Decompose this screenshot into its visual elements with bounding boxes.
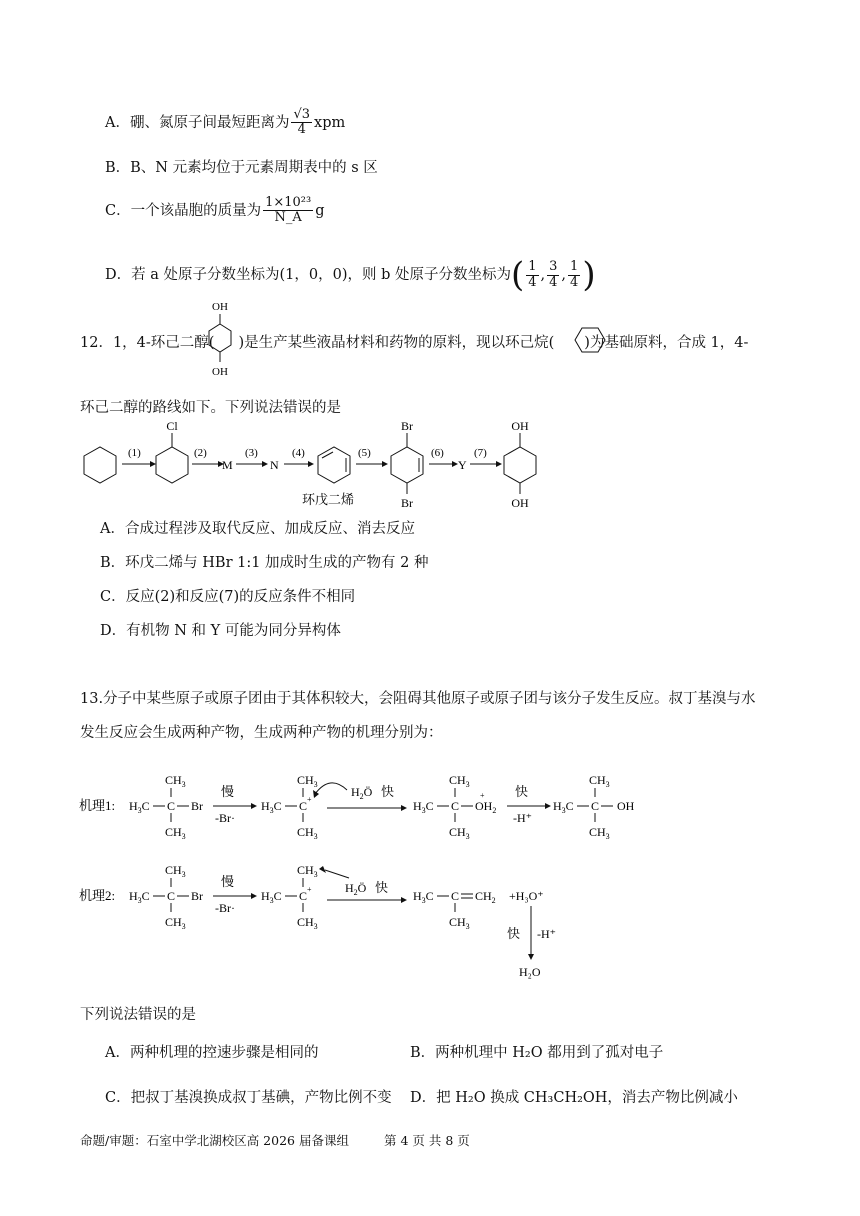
frac-num: 3 <box>549 259 558 275</box>
q13-option-d: D．把 H₂O 换成 CH₃CH₂OH，消去产物比例减小 <box>410 1090 738 1106</box>
hydronium-label: +H₃O⁺ <box>509 889 544 903</box>
frac-num: 1 <box>528 259 537 275</box>
fraction-sqrt3-over-4 <box>291 108 312 138</box>
intermediate-n: N <box>270 458 279 472</box>
diene-label: 环戊二烯 <box>302 492 355 507</box>
svg-text:C: C <box>451 889 460 903</box>
svg-text:+: + <box>480 791 485 800</box>
q13-option-b: B．两种机理中 H₂O 都用到了孤对电子 <box>410 1045 664 1061</box>
cyclohexanediol-structure <box>200 298 240 378</box>
svg-text:CH3: $CH_3$ <box>165 773 186 789</box>
oh-label: OH <box>212 366 228 378</box>
intermediate-y: Y <box>458 458 467 472</box>
step-4: (4) <box>292 447 305 459</box>
svg-text:CH2: $CH_2$ <box>475 889 496 905</box>
q13-stem-line2: 发生反应会生成两种产物，生成两种产物的机理分别为： <box>80 725 443 741</box>
svg-text:CH3: $CH_3$ <box>297 863 318 879</box>
frac-num: 1 <box>570 259 579 275</box>
frac-den: 4 <box>528 274 537 290</box>
step-7: (7) <box>474 447 487 459</box>
option-a-prefix: A．硼、氮原子间最短距离为 <box>105 114 290 131</box>
svg-text:H3C: $H_3C$ <box>129 889 150 905</box>
br-label: Br <box>401 419 413 433</box>
stem-part3: )为基础原料，合成 1，4- <box>584 335 749 351</box>
fast-label: 快 <box>381 784 395 799</box>
mechanism-2-diagram <box>75 858 675 982</box>
svg-text:H2Ö: $H_2Ö$ <box>345 881 367 897</box>
mech2-label: 机理2: <box>79 888 116 903</box>
slow-label: 慢 <box>221 874 235 889</box>
option-d-prefix: D．若 a 处原子分数坐标为(1，0，0)，则 b 处原子分数坐标为 <box>105 267 511 283</box>
slow-label: 慢 <box>221 784 235 799</box>
svg-text:H3C: $H_3C$ <box>553 799 574 815</box>
svg-text:H3C: $H_3C$ <box>261 799 282 815</box>
fraction-mass <box>263 196 313 226</box>
intermediate-m: M <box>222 458 233 472</box>
svg-text:OH2: $OH_2$ <box>475 799 497 815</box>
frac-den: 4 <box>570 274 579 290</box>
svg-text:C: C <box>167 889 176 903</box>
option-c-suffix: g <box>315 202 325 219</box>
svg-text:H3C: $H_3C$ <box>413 889 434 905</box>
svg-text:CH3: $CH_3$ <box>297 825 318 841</box>
stem-part1: 12．1，4-环己二醇( <box>80 335 215 351</box>
svg-text:Br: Br <box>191 889 203 903</box>
svg-text:CH3: $CH_3$ <box>297 915 318 931</box>
svg-text:CH3: $CH_3$ <box>449 773 470 789</box>
q12-stem-line1 <box>80 331 748 352</box>
coord-frac-2 <box>547 260 559 290</box>
footer-page-number: 第 4 页 共 8 页 <box>384 1133 470 1148</box>
minus-h-label: -H⁺ <box>537 927 556 941</box>
step-6: (6) <box>431 447 444 459</box>
svg-text:CH3: $CH_3$ <box>297 773 318 789</box>
svg-text:H2Ö: $H_2Ö$ <box>351 785 373 801</box>
q12-option-c: C．反应(2)和反应(7)的反应条件不相同 <box>100 589 356 605</box>
frac-num: √3 <box>293 107 311 122</box>
svg-text:C: C <box>167 799 176 813</box>
option-a-suffix: xpm <box>314 114 346 131</box>
coord-frac-1 <box>526 260 538 290</box>
minus-h-label: -H⁺ <box>513 811 532 825</box>
svg-text:OH: OH <box>617 799 635 813</box>
svg-text:CH3: $CH_3$ <box>589 825 610 841</box>
svg-text:CH3: $CH_3$ <box>449 825 470 841</box>
coord-frac-3 <box>568 260 580 290</box>
br-label: Br <box>401 496 413 510</box>
q11-option-c <box>105 196 325 226</box>
q12-option-b: B．环戊二烯与 HBr 1:1 加成时生成的产物有 2 种 <box>100 555 429 571</box>
frac-den: N_A <box>274 210 302 226</box>
q11-option-a <box>105 108 345 138</box>
svg-text:C: C <box>299 889 308 903</box>
q12-option-d: D．有机物 N 和 Y 可能为同分异构体 <box>100 623 341 639</box>
svg-text:Br: Br <box>191 799 203 813</box>
synthesis-route-diagram <box>70 416 590 512</box>
svg-text:CH3: $CH_3$ <box>589 773 610 789</box>
fast-label: 快 <box>375 880 389 895</box>
svg-text:CH3: $CH_3$ <box>449 915 470 931</box>
cl-label: Cl <box>166 419 178 433</box>
mechanism-1-diagram <box>75 768 675 844</box>
step-5: (5) <box>358 447 371 459</box>
step-2: (2) <box>194 447 207 459</box>
fast-label: 快 <box>507 926 521 941</box>
footer-left: 命题/审题：石室中学北湖校区高 2026 届备课组 <box>80 1133 349 1148</box>
frac-den: 4 <box>549 274 558 290</box>
option-c-prefix: C．一个该晶胞的质量为 <box>105 202 262 219</box>
frac-den: 4 <box>297 122 306 138</box>
q13-stem-line1: 13.分子中某些原子或原子团由于其体积较大，会阻碍其他原子或原子团与该分子发生反应。叔丁基溴与水 <box>80 691 756 707</box>
svg-text:CH3: $CH_3$ <box>165 825 186 841</box>
q13-option-a: A．两种机理的控速步骤是相同的 <box>105 1045 319 1061</box>
svg-text:CH3: $CH_3$ <box>165 915 186 931</box>
oh-label: OH <box>212 301 228 313</box>
q13-question: 下列说法错误的是 <box>80 1007 196 1023</box>
cyclohexane-inline-icon <box>573 324 607 356</box>
minus-br-label: -Br· <box>215 811 235 825</box>
svg-text:C: C <box>591 799 600 813</box>
q11-option-d: D．若 a 处原子分数坐标为(1，0，0)，则 b 处原子分数坐标为( $\frac{1}{4}$ , $\frac{3}{4}$ , $\frac{1}{4}$ ) <box>105 255 596 295</box>
q12-stem-line2: 环己二醇的路线如下。下列说法错误的是 <box>80 400 341 416</box>
frac-num: 1×10²³ <box>265 195 312 210</box>
q12-option-a: A．合成过程涉及取代反应、加成反应、消去反应 <box>100 521 415 537</box>
svg-text:H3C: $H_3C$ <box>261 889 282 905</box>
q13-option-c: C．把叔丁基溴换成叔丁基碘，产物比例不变 <box>105 1090 392 1106</box>
water-label: H₂O <box>519 965 541 979</box>
svg-text:+: + <box>307 885 312 894</box>
svg-text:C: C <box>299 799 308 813</box>
mech1-label: 机理1: <box>79 798 116 813</box>
q11-option-b: B．B、N 元素均位于元素周期表中的 s 区 <box>105 160 378 176</box>
svg-text:H3C: $H_3C$ <box>413 799 434 815</box>
step-3: (3) <box>245 447 258 459</box>
svg-text:H3C: $H_3C$ <box>129 799 150 815</box>
oh-label: OH <box>511 496 529 510</box>
fast-label: 快 <box>515 784 529 799</box>
svg-text:CH3: $CH_3$ <box>165 863 186 879</box>
stem-part2: )是生产某些液晶材料和药物的原料，现以环己烷( <box>238 335 555 351</box>
minus-br-label: -Br· <box>215 901 235 915</box>
svg-text:C: C <box>451 799 460 813</box>
step-1: (1) <box>128 447 141 459</box>
svg-text:+: + <box>307 795 312 804</box>
oh-label: OH <box>511 419 529 433</box>
